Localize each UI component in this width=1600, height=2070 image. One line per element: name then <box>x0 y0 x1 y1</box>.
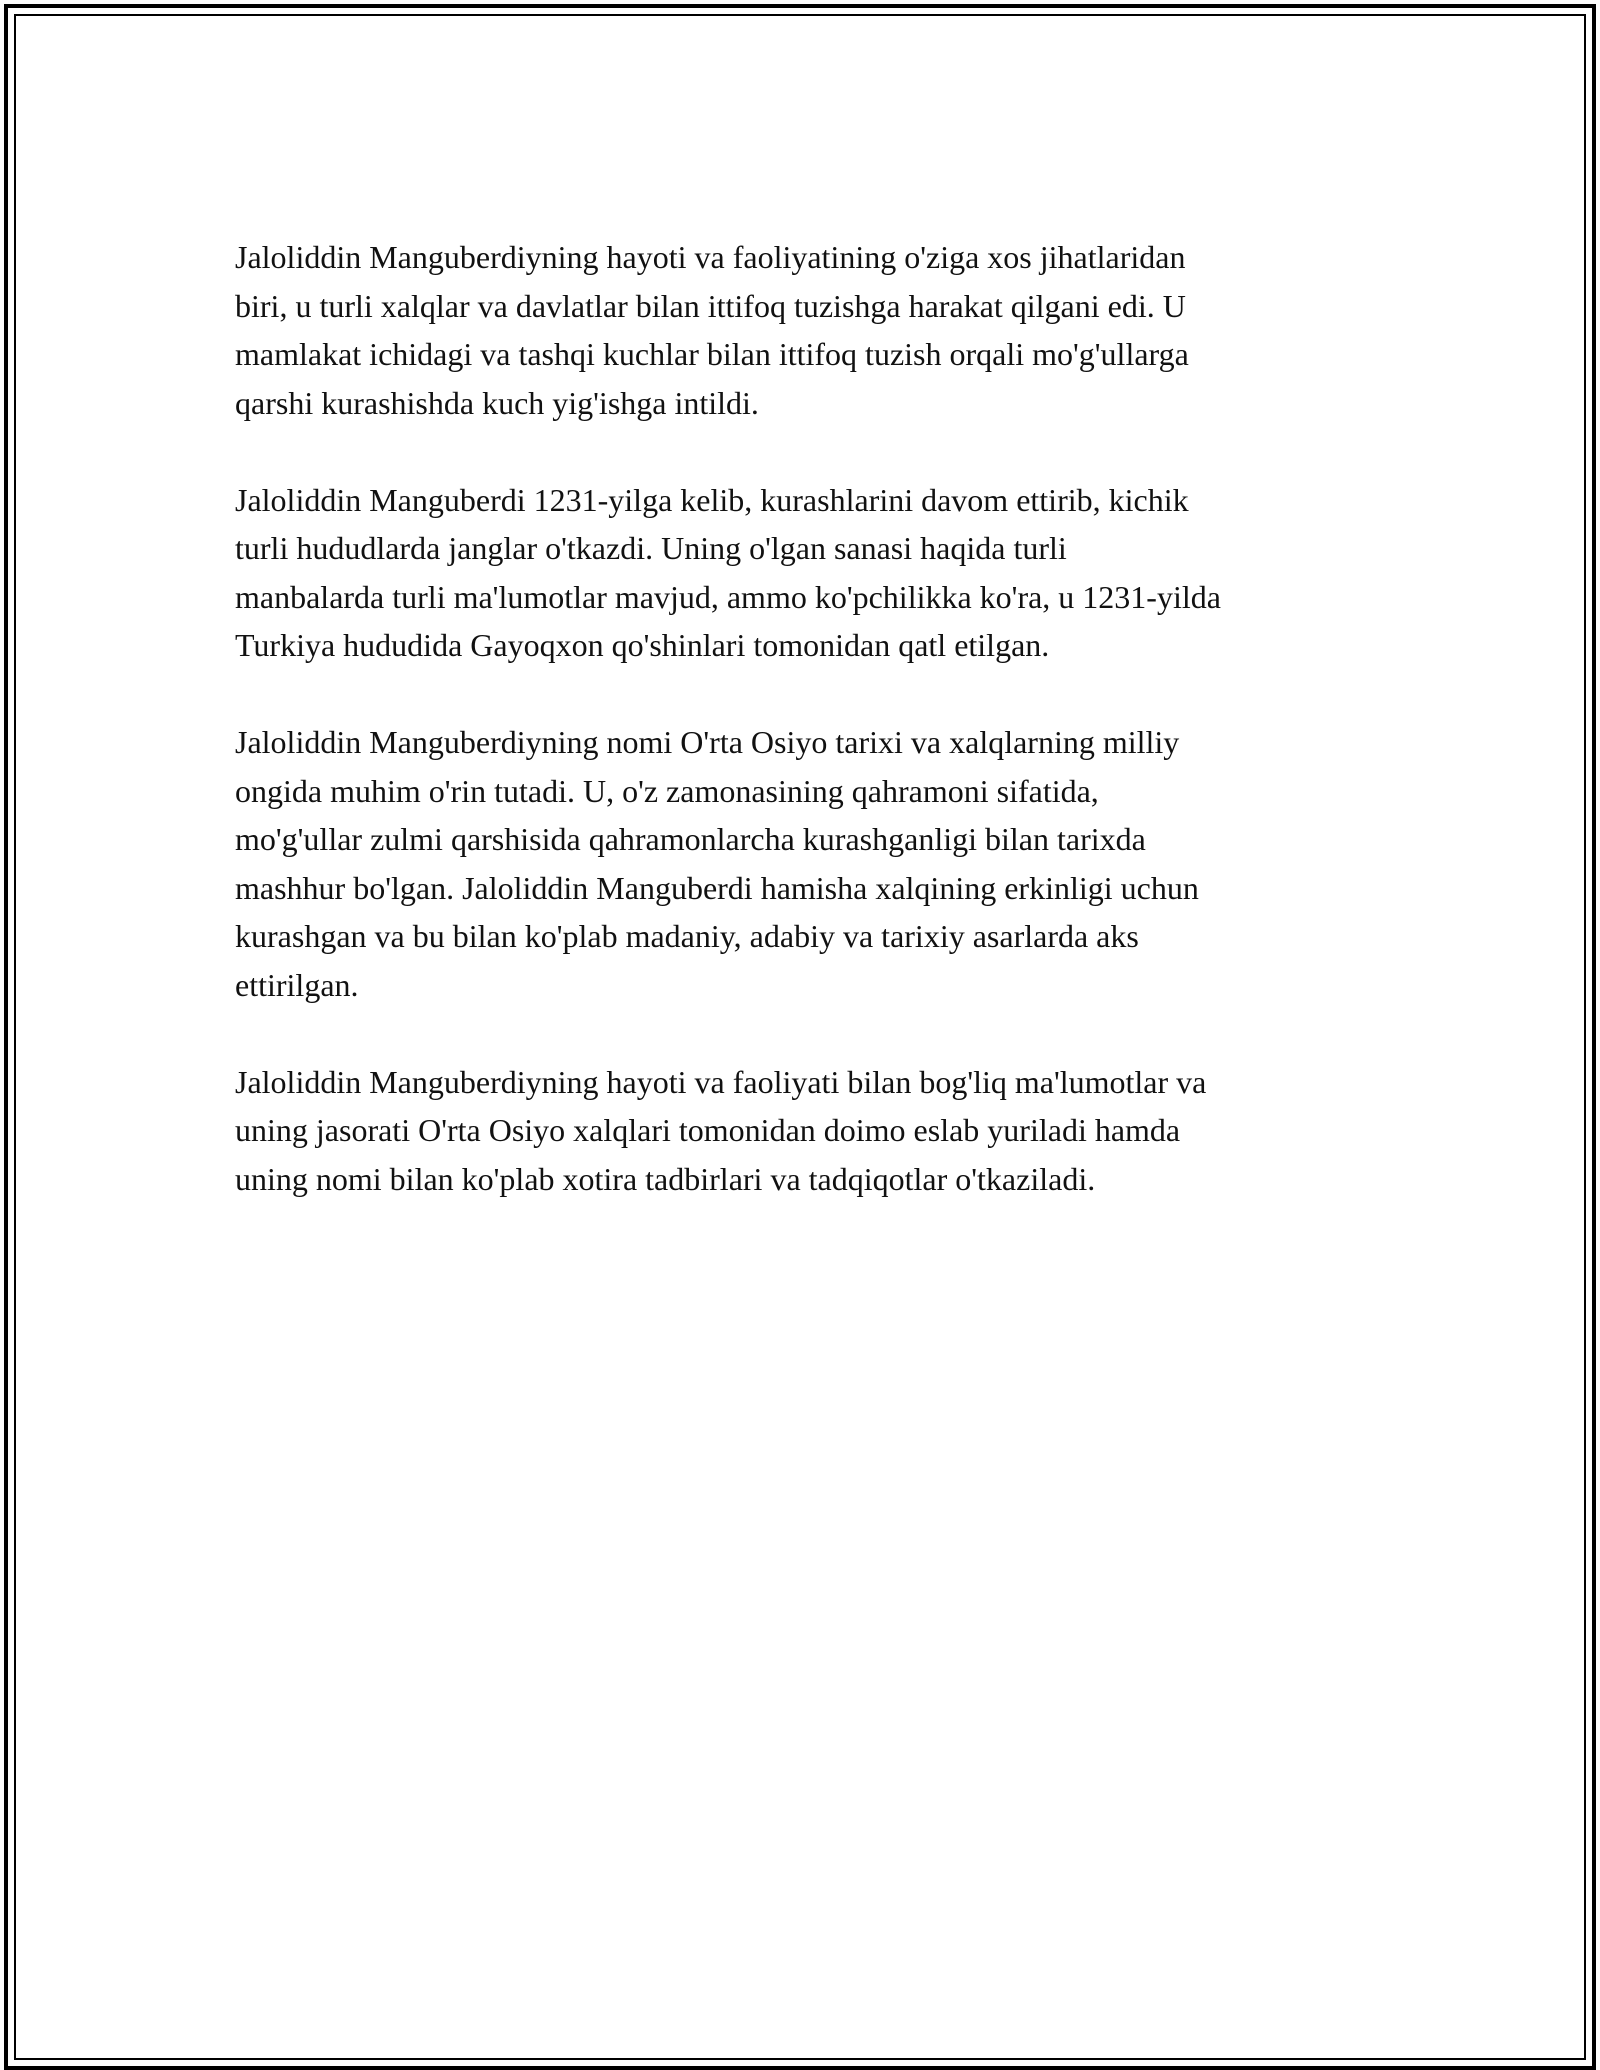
paragraph-1: Jaloliddin Manguberdiyning hayoti va faoliyatining o'ziga xos jihatlaridan biri, u turli xalqlar va davlatlar bilan ittifoq tuzishga harakat qilgani edi. U mamlakat ichidagi va tashqi kuchlar bilan ittifoq tuzish orqali mo'g'ullarga qarshi kurashishda kuch yig'ishga intildi. <box>235 239 1189 421</box>
paragraph-4: Jaloliddin Manguberdiyning hayoti va faoliyati bilan bog'liq ma'lumotlar va uning jasorati O'rta Osiyo xalqlari tomonidan doimo eslab yuriladi hamda uning nomi bilan ko'plab xotira tadbirlari va tadqiqotlar o'tkaziladi. <box>235 1063 1207 1197</box>
paragraph-2: Jaloliddin Manguberdi 1231-yilga kelib, kurashlarini davom ettirib, kichik turli hududlarda janglar o'tkazdi. Uning o'lgan sanasi haqida turli manbalarda turli ma'lumotlar mavjud, ammo ko'pchilikka ko'ra, u 1231-yilda Turkiya hududida Gayoqxon qo'shinlari tomonidan qatl etilgan. <box>235 481 1221 663</box>
document-body <box>235 233 1380 1252</box>
paragraph-3: Jaloliddin Manguberdiyning nomi O'rta Osiyo tarixi va xalqlarning milliy ongida muhim o'rin tutadi. U, o'z zamonasining qahramoni sifatida, mo'g'ullar zulmi qarshisida qahramonlarcha kurashganligi bilan tarixda mashhur bo'lgan. Jaloliddin Manguberdi hamisha xalqining erkinligi uchun kurashgan va bu bilan ko'plab madaniy, adabiy va tarixiy asarlarda aks ettirilgan. <box>235 724 1199 1003</box>
